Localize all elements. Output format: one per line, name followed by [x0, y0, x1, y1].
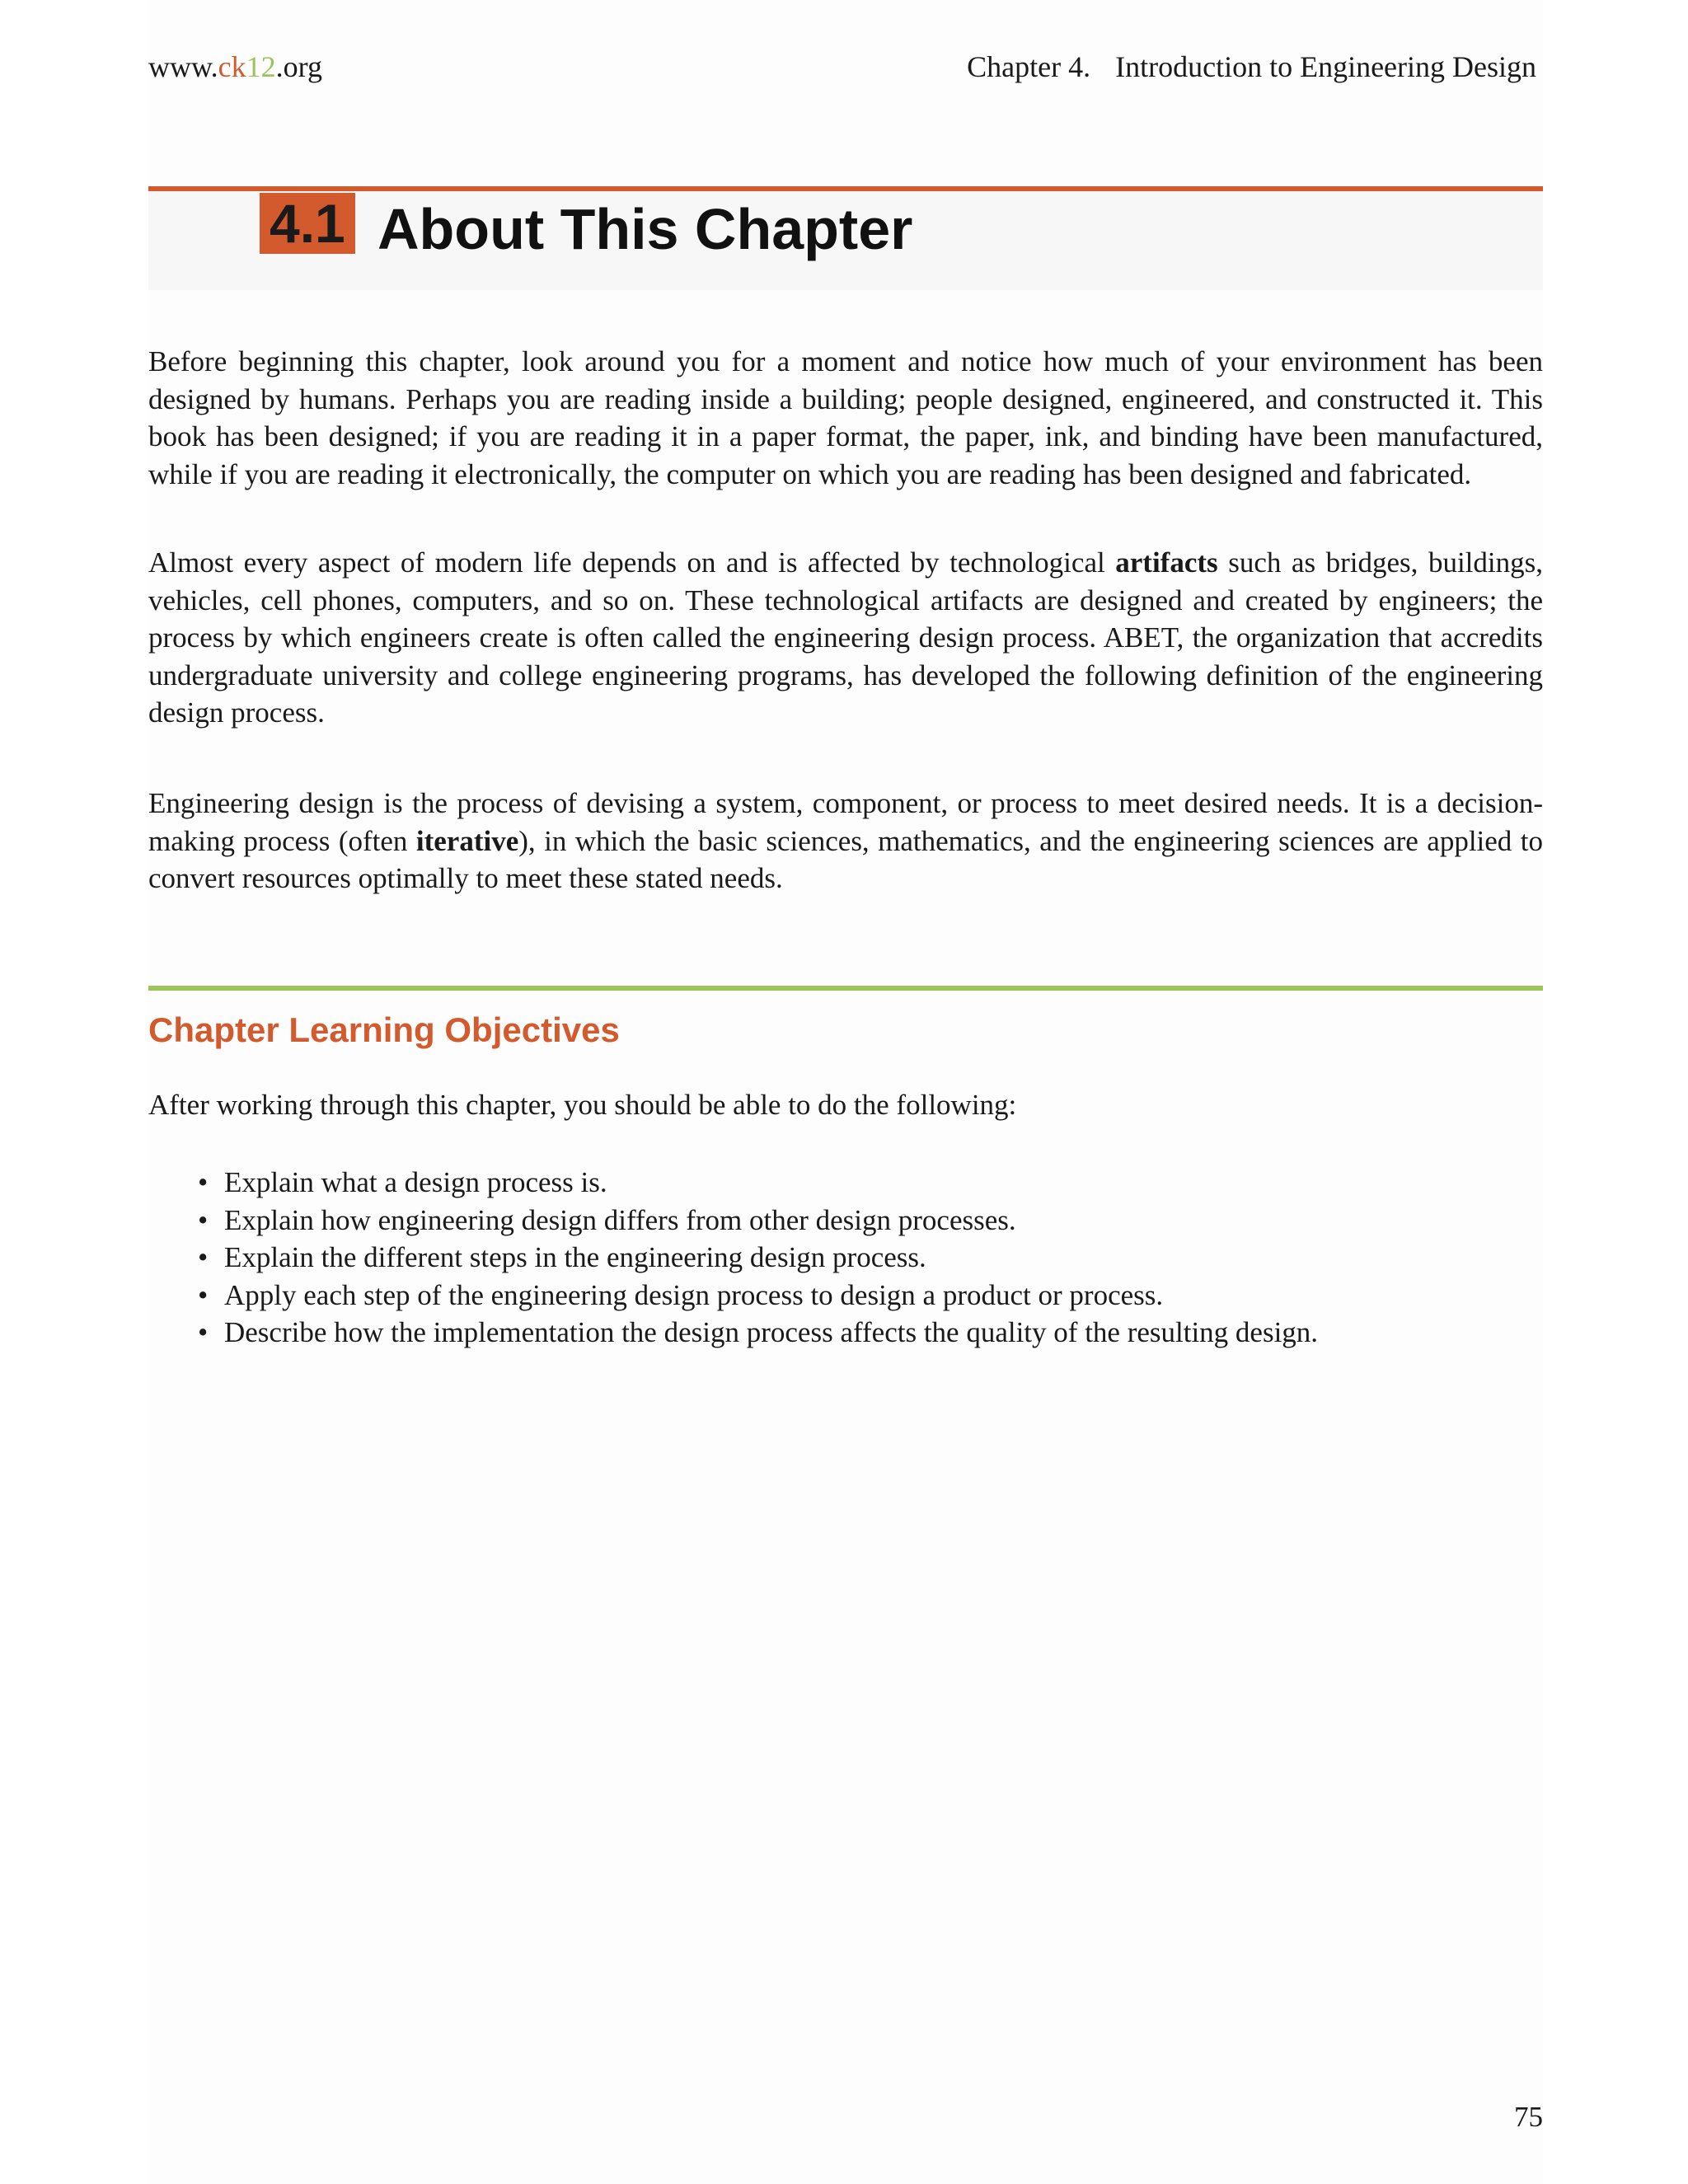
objectives-list: [198, 1164, 1318, 1352]
header-chapter-label: Chapter 4.: [967, 50, 1091, 83]
header-chapter-title: Introduction to Engineering Design: [1115, 50, 1536, 83]
objectives-heading: Chapter Learning Objectives: [148, 1010, 620, 1049]
bullet-icon: •: [198, 1241, 209, 1273]
bullet-icon: •: [198, 1203, 209, 1236]
bullet-icon: •: [198, 1278, 209, 1311]
section-number-badge: 4.1: [260, 193, 355, 254]
header-chapter: [967, 46, 1536, 87]
list-item: • Describe how the implementation the design process affects the quality of the resulting design.: [198, 1314, 1318, 1352]
paragraph-artifacts: Almost every aspect of modern life depends on and is affected by technological artifacts such as bridges, buildings, vehicles, cell phones, computers, and so on. These technological artifacts are designed and created by engineers; the process by which engineers create is often called the engineering design process. ABET, the organization that accredits undergraduate university and college engineering programs, has developed the following definition of the engineering design process.: [148, 546, 1543, 729]
bullet-icon: •: [198, 1166, 209, 1198]
list-item: • Apply each step of the engineering design process to design a product or process.: [198, 1277, 1318, 1315]
term-iterative: iterative: [415, 824, 519, 857]
bullet-icon: •: [198, 1316, 209, 1348]
paragraph-abet-definition: Engineering design is the process of devising a system, component, or process to meet desired needs. It is a decision-making process (often iterative), in which the basic sciences, mathematics, and the engineering sciences are applied to convert resources optimally to meet these stated needs.: [148, 787, 1543, 894]
list-item: • Explain how engineering design differs from other design processes.: [198, 1202, 1318, 1240]
term-artifacts: artifacts: [1115, 546, 1218, 579]
list-item: • Explain what a design process is.: [198, 1164, 1318, 1202]
list-item: • Explain the different steps in the engineering design process.: [198, 1239, 1318, 1277]
section-title: About This Chapter: [377, 197, 913, 261]
page-number: 75: [1514, 2101, 1543, 2133]
objectives-intro: After working through this chapter, you should be able to do the following:: [148, 1089, 1017, 1121]
paragraph-intro: Before beginning this chapter, look around you for a moment and notice how much of your environment has been designed by humans. Perhaps you are reading inside a building; people designed, engineered, and constructed it. This book has been designed; if you are reading it in a paper format, the paper, ink, and binding have been manufactured, while if you are reading it electronically, the computer on which you are reading has been designed and fabricated.: [148, 345, 1543, 490]
objectives-rule: [148, 986, 1543, 991]
site-url[interactable]: www.ck12.org: [148, 50, 322, 83]
running-header: [148, 46, 1536, 87]
